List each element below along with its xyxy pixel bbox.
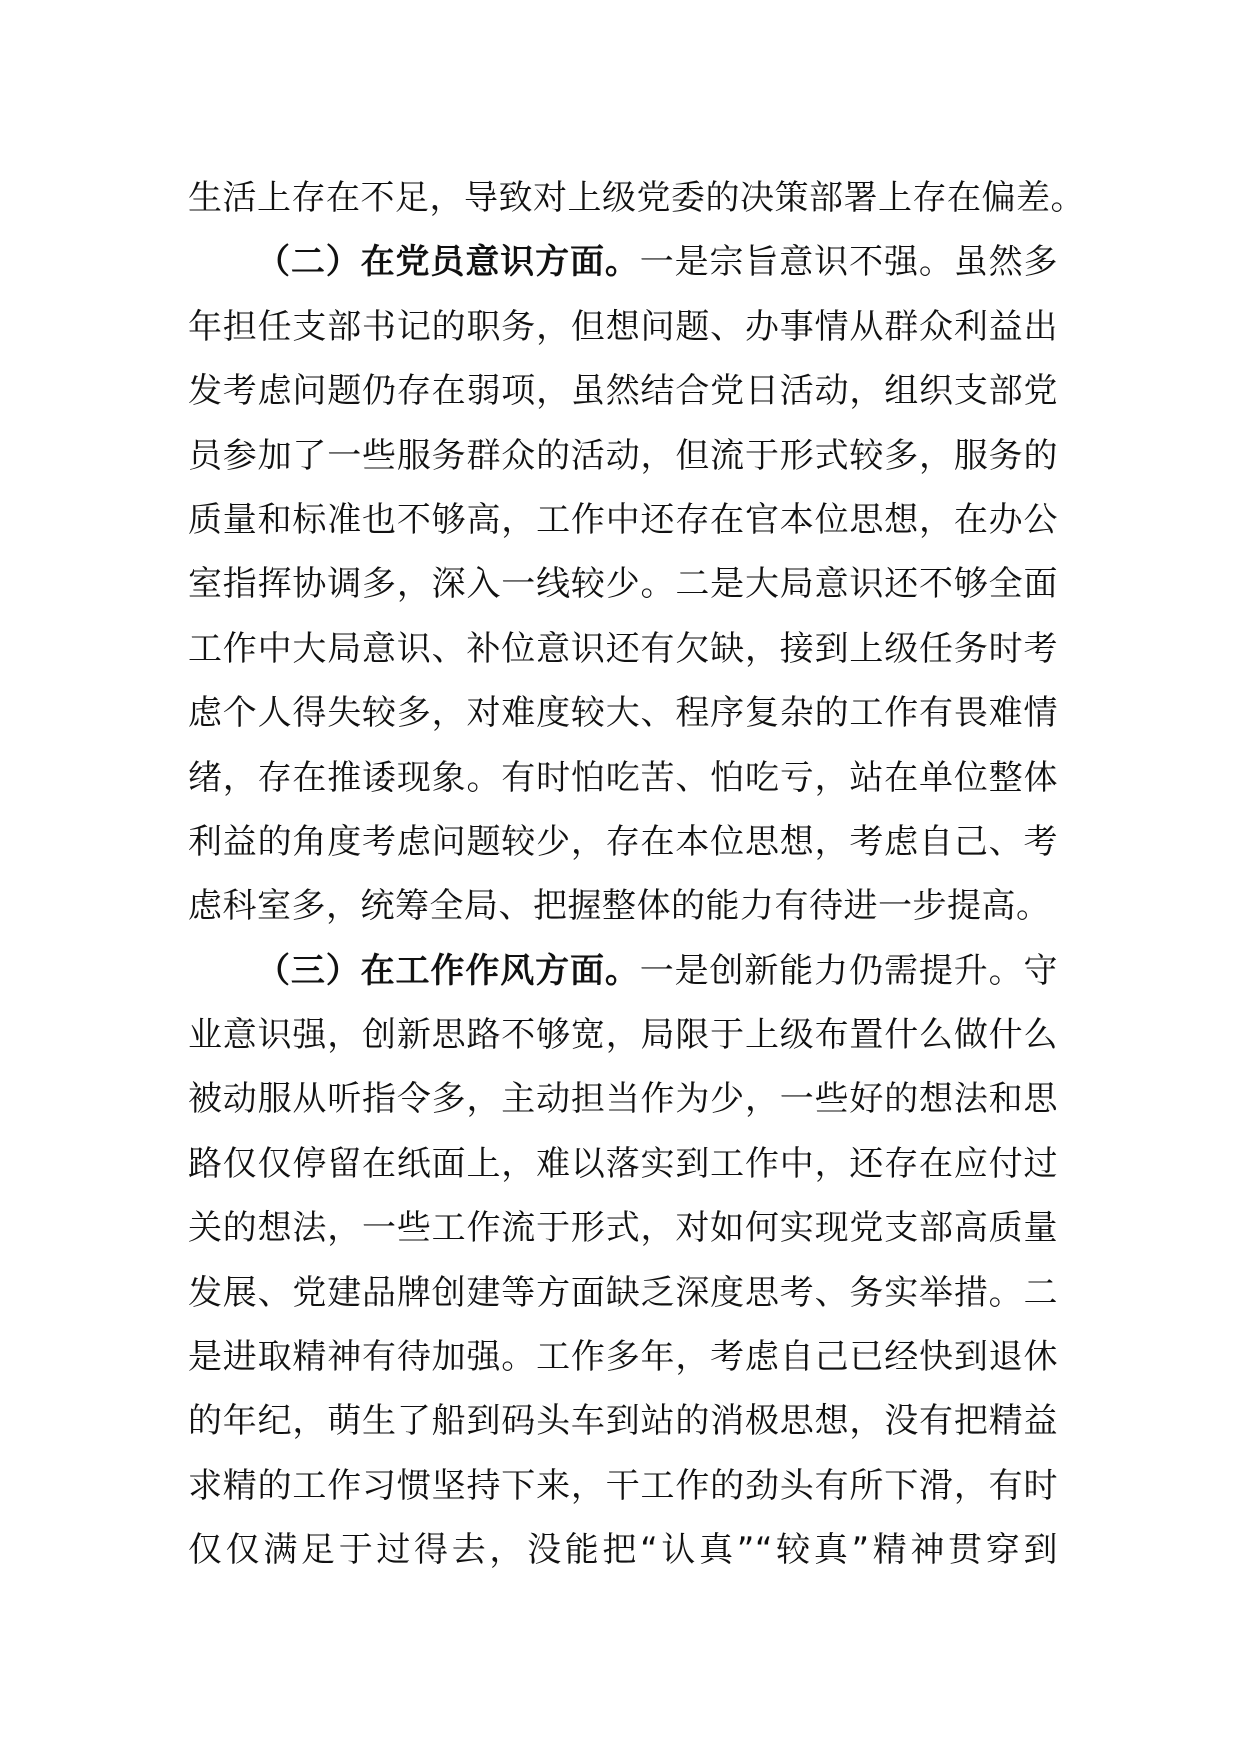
line-text: 被动服从听指令多，主动担当作为少，一些好的想法和思 [188, 1079, 1058, 1120]
line-text: 一是宗旨意识不强。虽然多 [639, 242, 1058, 283]
text-line [188, 552, 1058, 616]
line-text: 虑科室多，统筹全局、把握整体的能力有待进一步提高。 [188, 886, 1051, 927]
section-heading: （二）在党员意识方面。 [256, 242, 640, 283]
document-body [188, 166, 1085, 1583]
text-line [188, 166, 1085, 230]
line-text: 是进取精神有待加强。工作多年，考虑自己已经快到退休 [188, 1337, 1058, 1378]
text-line [188, 617, 1058, 681]
line-text: 年担任支部书记的职务，但想问题、办事情从群众利益出 [188, 306, 1058, 347]
text-line [188, 1132, 1058, 1196]
line-text: 员参加了一些服务群众的活动，但流于形式较多，服务的 [188, 435, 1058, 476]
section-heading-line [188, 230, 1058, 294]
text-line [188, 810, 1058, 874]
text-line [188, 488, 1058, 552]
text-line [188, 424, 1058, 488]
text-line [188, 1003, 1058, 1067]
text-line [188, 1325, 1058, 1389]
line-text: 的年纪，萌生了船到码头车到站的消极思想，没有把精益 [188, 1401, 1058, 1442]
line-text: 虑个人得失较多，对难度较大、程序复杂的工作有畏难情 [188, 693, 1058, 734]
line-text: 求精的工作习惯坚持下来，干工作的劲头有所下滑，有时 [188, 1465, 1058, 1506]
line-text: 利益的角度考虑问题较少，存在本位思想，考虑自己、考 [188, 821, 1058, 862]
line-text: 发展、党建品牌创建等方面缺乏深度思考、务实举措。二 [188, 1272, 1058, 1313]
section-heading-line [188, 939, 1058, 1003]
line-text: 工作中大局意识、补位意识还有欠缺，接到上级任务时考 [188, 628, 1058, 669]
line-text: 发考虑问题仍存在弱项，虽然结合党日活动，组织支部党 [188, 371, 1058, 412]
text-line [188, 1518, 1058, 1582]
section-heading: （三）在工作作风方面。 [256, 950, 640, 991]
text-line [188, 746, 1058, 810]
text-line [188, 681, 1058, 745]
line-text: 生活上存在不足，导致对上级党委的决策部署上存在偏差。 [188, 178, 1085, 218]
text-line [188, 1196, 1058, 1260]
line-text: 一是创新能力仍需提升。守 [639, 950, 1058, 991]
line-text: 仅仅满足于过得去，没能把“认真”“较真”精神贯穿到 [188, 1530, 1058, 1571]
line-text: 关的想法，一些工作流于形式，对如何实现党支部高质量 [188, 1208, 1058, 1249]
line-text: 业意识强，创新思路不够宽，局限于上级布置什么做什么 [188, 1015, 1058, 1056]
text-line [188, 874, 1058, 938]
text-line [188, 1261, 1058, 1325]
text-line [188, 1389, 1058, 1453]
line-text: 室指挥协调多，深入一线较少。二是大局意识还不够全面 [188, 564, 1058, 605]
line-text: 路仅仅停留在纸面上，难以落实到工作中，还存在应付过 [188, 1143, 1058, 1184]
line-text: 质量和标准也不够高，工作中还存在官本位思想，在办公 [188, 499, 1058, 540]
line-text: 绪，存在推诿现象。有时怕吃苦、怕吃亏，站在单位整体 [188, 757, 1058, 798]
text-line [188, 1454, 1058, 1518]
text-line [188, 295, 1058, 359]
text-line [188, 1067, 1058, 1131]
text-line [188, 359, 1058, 423]
